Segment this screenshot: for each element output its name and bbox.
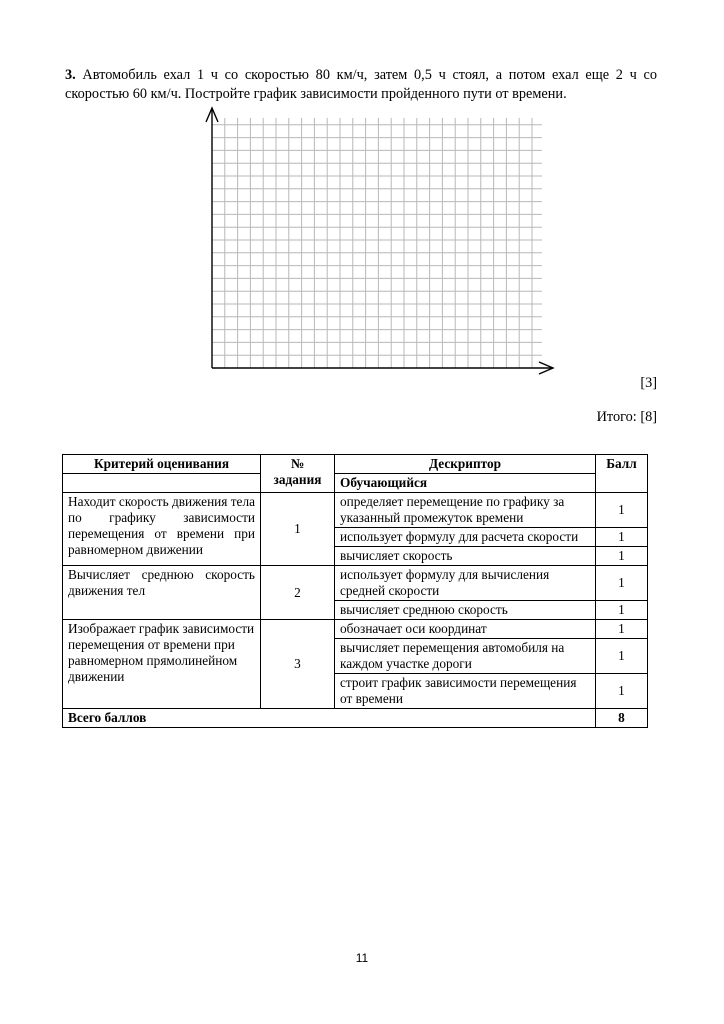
coordinate-grid xyxy=(196,104,560,384)
page-number: 11 xyxy=(355,951,369,965)
header-task-no: № задания xyxy=(261,455,335,493)
descriptor-cell: вычисляет перемещения автомобиля на каждом участке дороги xyxy=(335,639,596,674)
points-cell: 1 xyxy=(596,547,648,566)
descriptor-cell: использует формулу для вычисления средней скорости xyxy=(335,566,596,601)
total-row xyxy=(63,709,648,728)
descriptor-cell: определяет перемещение по графику за указанный промежуток времени xyxy=(335,493,596,528)
points-cell: 1 xyxy=(596,493,648,528)
points-cell: 1 xyxy=(596,620,648,639)
task-number-cell: 1 xyxy=(261,493,335,566)
header-points: Балл xyxy=(596,455,648,493)
assessment-table xyxy=(62,454,648,728)
points-cell: 1 xyxy=(596,601,648,620)
descriptor-cell: обозначает оси координат xyxy=(335,620,596,639)
table-row xyxy=(63,566,648,601)
header-criterion: Критерий оценивания xyxy=(63,455,261,474)
descriptor-cell: использует формулу для расчета скорости xyxy=(335,528,596,547)
task-score: [3] xyxy=(640,375,657,391)
task-3 xyxy=(65,66,657,104)
descriptor-cell: вычисляет среднюю скорость xyxy=(335,601,596,620)
table-row xyxy=(63,620,648,639)
task-number: 3. xyxy=(65,67,76,83)
points-cell: 1 xyxy=(596,674,648,709)
criterion-cell: Изображает график зависимости перемещения от времени при равномерном прямолинейном движении xyxy=(63,620,261,709)
task-number-cell: 2 xyxy=(261,566,335,620)
task-text: Автомобиль ехал 1 ч со скоростью 80 км/ч, затем 0,5 ч стоял, а потом ехал еще 2 ч со скоростью 60 км/ч. Постройте график зависимости пройденного пути от времени. xyxy=(65,67,657,102)
header-descriptor: Дескриптор xyxy=(335,455,596,474)
points-cell: 1 xyxy=(596,639,648,674)
task-number-cell: 3 xyxy=(261,620,335,709)
descriptor-cell: строит график зависимости перемещения от времени xyxy=(335,674,596,709)
total-points: 8 xyxy=(596,709,648,728)
total-score: Итого: [8] xyxy=(596,409,657,425)
criterion-cell: Вычисляет среднюю скорость движения тел xyxy=(63,566,261,620)
descriptor-cell: вычисляет скорость xyxy=(335,547,596,566)
total-label: Всего баллов xyxy=(63,709,596,728)
criterion-cell: Находит скорость движения тела по графику зависимости перемещения от времени при равномерном движении xyxy=(63,493,261,566)
table-row xyxy=(63,493,648,528)
points-cell: 1 xyxy=(596,528,648,547)
points-cell: 1 xyxy=(596,566,648,601)
header-learner: Обучающийся xyxy=(335,474,596,493)
